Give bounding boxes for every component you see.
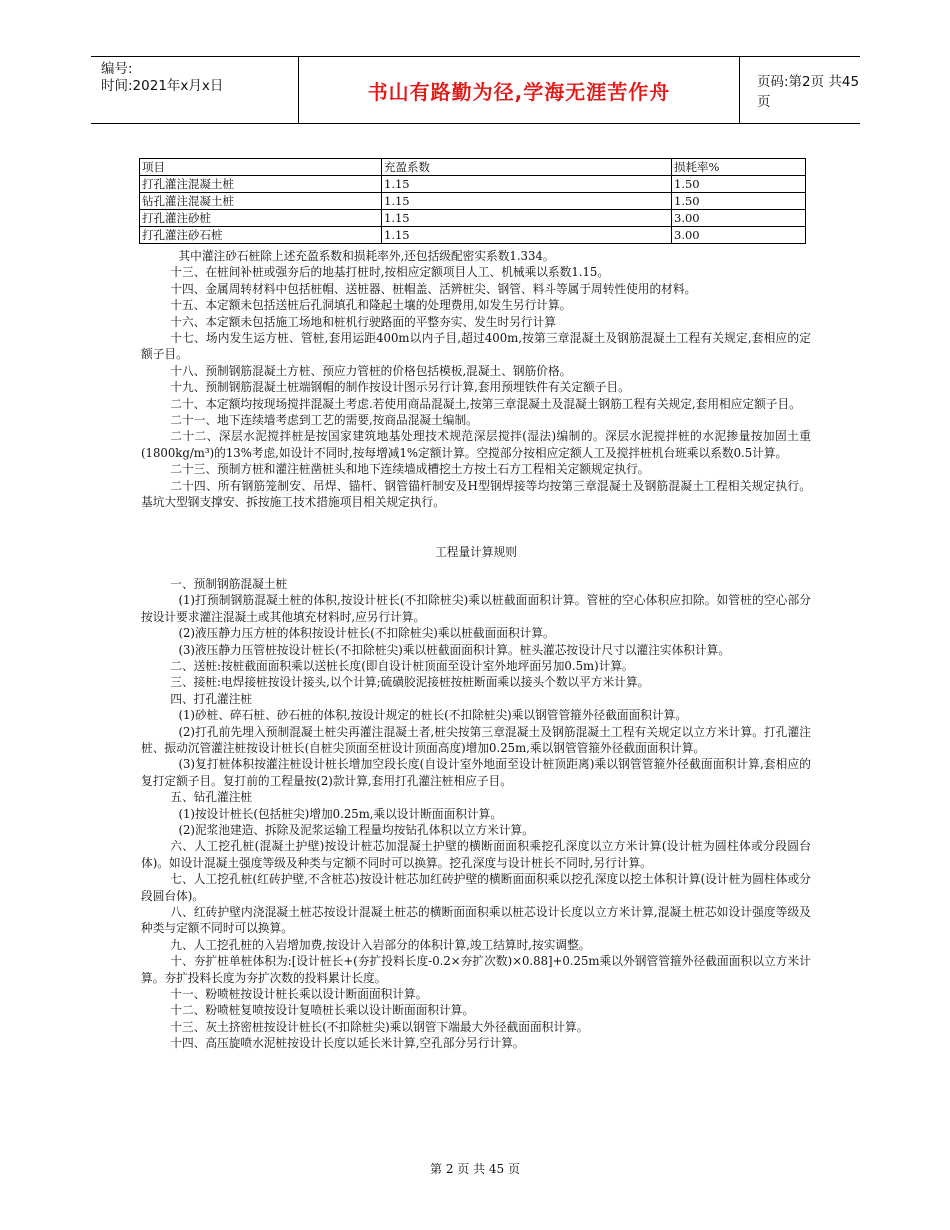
time-label: 时间:2021年x月x日 [101,78,224,94]
rule-paragraph: (2)泥浆池建造、拆除及泥浆运输工程量均按钻孔体积以立方米计算。 [178,823,534,837]
table-cell: 3.00 [672,210,806,227]
table-row [140,227,806,244]
note-paragraph: 十四、金属周转材料中包括桩帽、送桩器、桩帽盖、活辨桩尖、钢管、料斗等属于周转性使用的材料。 [170,281,697,296]
note-paragraph: 二十一、地下连续墙考虑到工艺的需要,按商品混凝土编制。 [170,413,478,428]
table-header-cell: 损耗率% [672,159,806,176]
rule-paragraph: (1)砂桩、碎石桩、砂石桩的体积,按设计规定的桩长(不扣除桩尖)乘以钢管管箍外径截面面积计算。 [178,708,688,723]
document-body [141,248,811,1052]
number-label: 编号: [101,61,133,77]
note-paragraph: 其中灌注砂石桩除上述充盈系数和损耗率外,还包括级配密实系数1.334。 [178,249,555,263]
table-cell: 1.15 [382,176,672,193]
rule-paragraph: 十、夯扩桩单桩体积为:[设计桩长+(夯扩投料长度-0.2×夯扩次数)×0.88]+0.25m乘以外钢管管箍外径截面面积以立方米计算。夯扩投料长度为夯扩次数的投料累计长度。 [141,954,811,985]
rule-paragraph: 十二、粉喷桩复喷按设计复喷桩长乘以设计断面面积计算。 [170,1003,475,1018]
note-paragraph: 十八、预制钢筋混凝土方桩、预应力管桩的价格包括模板,混凝土、钢筋价格。 [170,363,572,378]
rule-heading: 一、预制钢筋混凝土桩 [170,576,288,591]
table-cell: 打孔灌注砂桩 [140,210,382,227]
table-row [140,176,806,193]
page-header [91,56,860,124]
header-meta [101,61,223,95]
table-cell: 1.50 [672,193,806,210]
table-cell: 钻孔灌注混凝土桩 [140,193,382,210]
rule-paragraph: (2)打孔前先埋入预制混凝土桩尖再灌注混凝土者,桩尖按第三章混凝土及钢筋混凝土工程有关规定以立方米计算。打孔灌注桩、振动沉管灌注桩按设计桩长(自桩尖顶面至桩设计顶面高度)增加0.25m,乘以钢管管箍外径截面面积计算。 [141,724,811,755]
note-paragraph: 十七、场内发生运方桩、管桩,套用运距400m以内子目,超过400m,按第三章混凝土及钢筋混凝土工程有关规定,套相应的定额子目。 [141,331,811,362]
table-cell: 打孔灌注砂石桩 [140,227,382,244]
table-header-cell: 充盈系数 [382,159,672,176]
rule-paragraph: 十三、灰土挤密桩按设计桩长(不扣除桩尖)乘以钢管下端最大外径截面面积计算。 [170,1019,589,1034]
note-paragraph: 十五、本定额未包括送桩后孔洞填孔和隆起土壤的处理费用,如发生另行计算。 [170,298,572,313]
table-cell: 打孔灌注混凝土桩 [140,176,382,193]
rule-paragraph: (3)液压静力压管桩按设计桩长(不扣除桩尖)乘以桩截面面积计算。桩头灌芯按设计尺寸以灌注实体积计算。 [178,642,731,657]
rule-paragraph: (2)液压静力压方桩的体积按设计桩长(不扣除桩尖)乘以桩截面面积计算。 [178,626,555,641]
table-cell: 1.15 [382,210,672,227]
rule-paragraph: 八、红砖护壁内浇混凝土桩芯按设计混凝土桩芯的横断面面积乘以桩芯设计长度以立方米计算,混凝土桩芯如设计强度等级及种类与定额不同时可以换算。 [141,905,811,936]
rule-paragraph: 十一、粉喷桩按设计桩长乘以设计断面面积计算。 [170,987,428,1002]
rule-heading: 四、打孔灌注桩 [170,691,253,706]
note-paragraph: 二十四、所有钢筋笼制安、吊焊、锚杆、钢管锚杆制安及H型钢焊接等均按第三章混凝土及钢筋混凝土工程相关规定执行。基坑大型钢支撑安、拆按施工技术措施项目相关规定执行。 [141,478,811,510]
note-paragraph: 十三、在桩间补桩或强夯后的地基打桩时,按相应定额项目人工、机械乘以系数1.15。 [170,265,610,280]
note-paragraph: 二十三、预制方桩和灌注桩凿桩头和地下连续墙成槽挖土方按土石方工程相关定额规定执行。 [170,462,650,477]
note-paragraph: 十六、本定额未包括施工场地和桩机行驶路面的平整夯实、发生时另行计算 [170,314,556,329]
table-cell: 1.15 [382,193,672,210]
header-motto: 书山有路勤为径,学海无涯苦作舟 [298,57,740,123]
table-header-row [140,159,806,176]
section-title: 工程量计算规则 [435,544,517,559]
rule-paragraph: 九、人工挖孔桩的入岩增加费,按设计入岩部分的体积计算,竣工结算时,按实调整。 [170,937,591,952]
table-cell: 3.00 [672,227,806,244]
note-paragraph: 二十二、深层水泥搅拌桩是按国家建筑地基处理技术规范深层搅拌(湿法)编制的。深层水泥搅拌桩的水泥掺量按加固土重(1800kg/m³)的13%考虑,如设计不同时,按每增减1%定额计算。空搅部分按相应定额人工及搅拌桩机台班乘以系数0.5计算。 [141,429,811,460]
page-footer: 第 2 页 共 45 页 [430,1162,520,1176]
table-cell: 1.50 [672,176,806,193]
table-cell: 1.15 [382,227,672,244]
rule-paragraph: (1)打预制钢筋混凝土桩的体积,按设计桩长(不扣除桩尖)乘以桩截面面积计算。管桩的空心体积应扣除。如管桩的空心部分按设计要求灌注混凝土或其他填充材料时,应另行计算。 [141,593,811,624]
header-page-label: 页码:第2页 共45页 [757,74,860,110]
table-row [140,193,806,210]
rule-heading: 五、钻孔灌注桩 [170,790,253,805]
rule-paragraph: 十四、高压旋喷水泥桩按设计长度以延长米计算,空孔部分另行计算。 [170,1036,525,1051]
rule-paragraph: 七、人工挖孔桩(红砖护壁,不含桩芯)按设计桩芯加红砖护壁的横断面面积乘以挖孔深度以挖土体积计算(设计桩为圆柱体或分段圆台体)。 [141,872,811,903]
rule-paragraph: 六、人工挖孔桩(混凝土护壁)按设计桩芯加混凝土护壁的横断面面积乘挖孔深度以立方米计算(设计桩为圆柱体或分段圆台体)。如设计混凝土强度等级及种类与定额不同时可以换算。挖孔深度与设计桩长不同时,另行计算。 [141,839,811,870]
coefficient-table [139,158,806,244]
rule-paragraph: 三、接桩:电焊接桩按设计接头,以个计算;硫磺胶泥接桩按桩断面乘以接头个数以平方米计算。 [170,675,650,690]
table-row [140,210,806,227]
note-paragraph: 二十、本定额均按现场搅拌混凝土考虑.若使用商品混凝土,按第三章混凝土及混凝土钢筋工程有关规定,套用相应定额子目。 [170,396,801,411]
rule-paragraph: (1)按设计桩长(包括桩尖)增加0.25m,乘以设计断面面积计算。 [178,806,503,821]
rule-paragraph: (3)复打桩体积按灌注桩设计桩长增加空段长度(自设计室外地面至设计桩顶距离)乘以钢管管箍外径截面面积计算,套相应的复打定额子目。复打前的工程量按(2)款计算,套用打孔灌注桩相应子目。 [141,757,811,788]
rule-paragraph: 二、送桩:按桩截面面积乘以送桩长度(即自设计桩顶面至设计室外地坪面另加0.5m)计算。 [170,658,634,673]
table-header-cell: 项目 [140,159,382,176]
note-paragraph: 十九、预制钢筋混凝土桩端钢帽的制作按设计图示另行计算,套用预埋铁件有关定额子目。 [170,380,630,395]
